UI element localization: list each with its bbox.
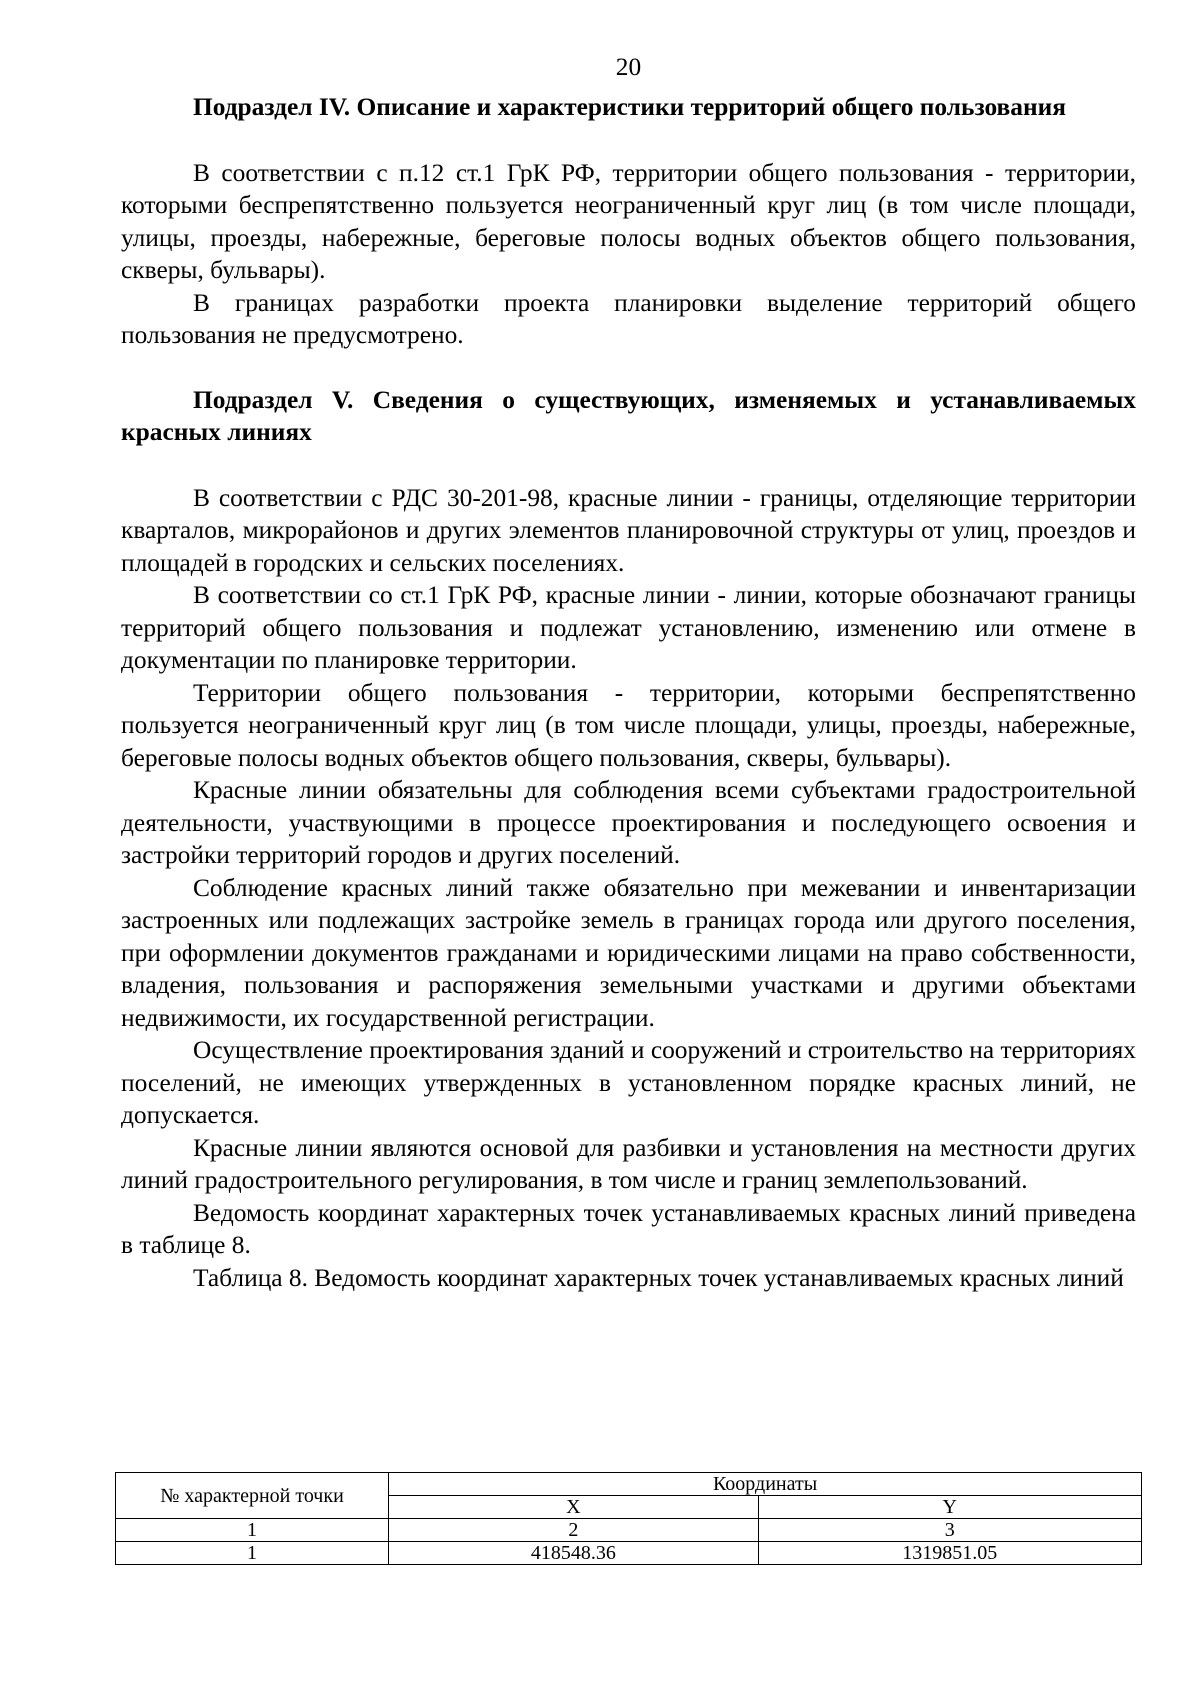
numbering-cell: 1 [116, 1519, 389, 1542]
paragraph: В соответствии со ст.1 ГрК РФ, красные линии - линии, которые обозначают границы территорий общего пользования и подлежат установлению, изменению или отмене в документации по планировке территории. [121, 581, 1136, 674]
spacer [121, 124, 1136, 157]
table-numbering-row [116, 1519, 1142, 1542]
table-row [116, 1542, 1142, 1565]
paragraph: В соответствии с РДС 30-201-98, красные линии - границы, отделяющие территории кварталов, микрорайонов и других элементов планировочной структуры от улиц, проездов и площадей в городских и сельских поселениях. [121, 483, 1136, 577]
paragraph: Красные линии обязательны для соблюдения всеми субъектами градостроительной деятельности, участвующими в процессе проектирования и последующего освоения и застройки территорий городов и других поселений. [121, 776, 1136, 869]
paragraph: Красные линии являются основой для разбивки и установления на местности других линий градостроительного регулирования, в том числе и границ землепользований. [121, 1133, 1136, 1194]
paragraph: Осуществление проектирования зданий и сооружений и строительство на территориях поселений, не имеющих утвержденных в установленном порядке красных линий, не допускается. [121, 1036, 1136, 1129]
paragraph: В соответствии с п.12 ст.1 ГрК РФ, территории общего пользования - территории, которыми беспрепятственно пользуется неограниченный круг лиц (в том числе площади, улицы, проезды, набережные, береговые полосы водных объектов общего пользования, скверы, бульвары). [121, 158, 1136, 284]
document-page [121, 52, 1136, 1294]
paragraph: Соблюдение красных линий также обязательно при межевании и инвентаризации застроенных или подлежащих застройке земель в границах города или другого поселения, при оформлении документов гражданами и юридическими лицами на право собственности, владения, пользования и распоряжения земельными участками и другими объектами недвижимости, их государственной регистрации. [121, 873, 1136, 1032]
table-caption: Таблица 8. Ведомость координат характерных точек устанавливаемых красных линий [193, 1263, 1124, 1292]
header-coordinates: Координаты [389, 1473, 1142, 1496]
page-number: 20 [615, 53, 642, 81]
cell-point: 1 [116, 1542, 389, 1565]
header-y: Y [758, 1496, 1141, 1519]
spacer [121, 449, 1136, 482]
paragraph: Ведомость координат характерных точек устанавливаемых красных линий приведена в таблице 8. [121, 1198, 1136, 1259]
spacer [121, 352, 1136, 384]
header-x: X [389, 1496, 758, 1519]
cell-y: 1319851.05 [758, 1542, 1141, 1565]
paragraph: Территории общего пользования - территории, которыми беспрепятственно пользуется неограниченный круг лиц (в том числе площади, улицы, проезды, набережные, береговые полосы водных объектов общего пользования, скверы, бульвары). [121, 678, 1136, 772]
cell-x: 418548.36 [389, 1542, 758, 1565]
subsection-v-title: Подраздел V. Сведения о существующих, изменяемых и устанавливаемых красных линиях [121, 385, 1136, 446]
paragraph: В границах разработки проекта планировки выделение территорий общего пользования не предусмотрено. [121, 288, 1136, 349]
table-header-row [116, 1473, 1142, 1496]
numbering-cell: 2 [389, 1519, 758, 1542]
subsection-iv-title: Подраздел IV. Описание и характеристики территорий общего пользования [193, 93, 1066, 121]
header-point-number: № характерной точки [116, 1473, 389, 1519]
coordinates-table [115, 1472, 1142, 1565]
numbering-cell: 3 [758, 1519, 1141, 1542]
